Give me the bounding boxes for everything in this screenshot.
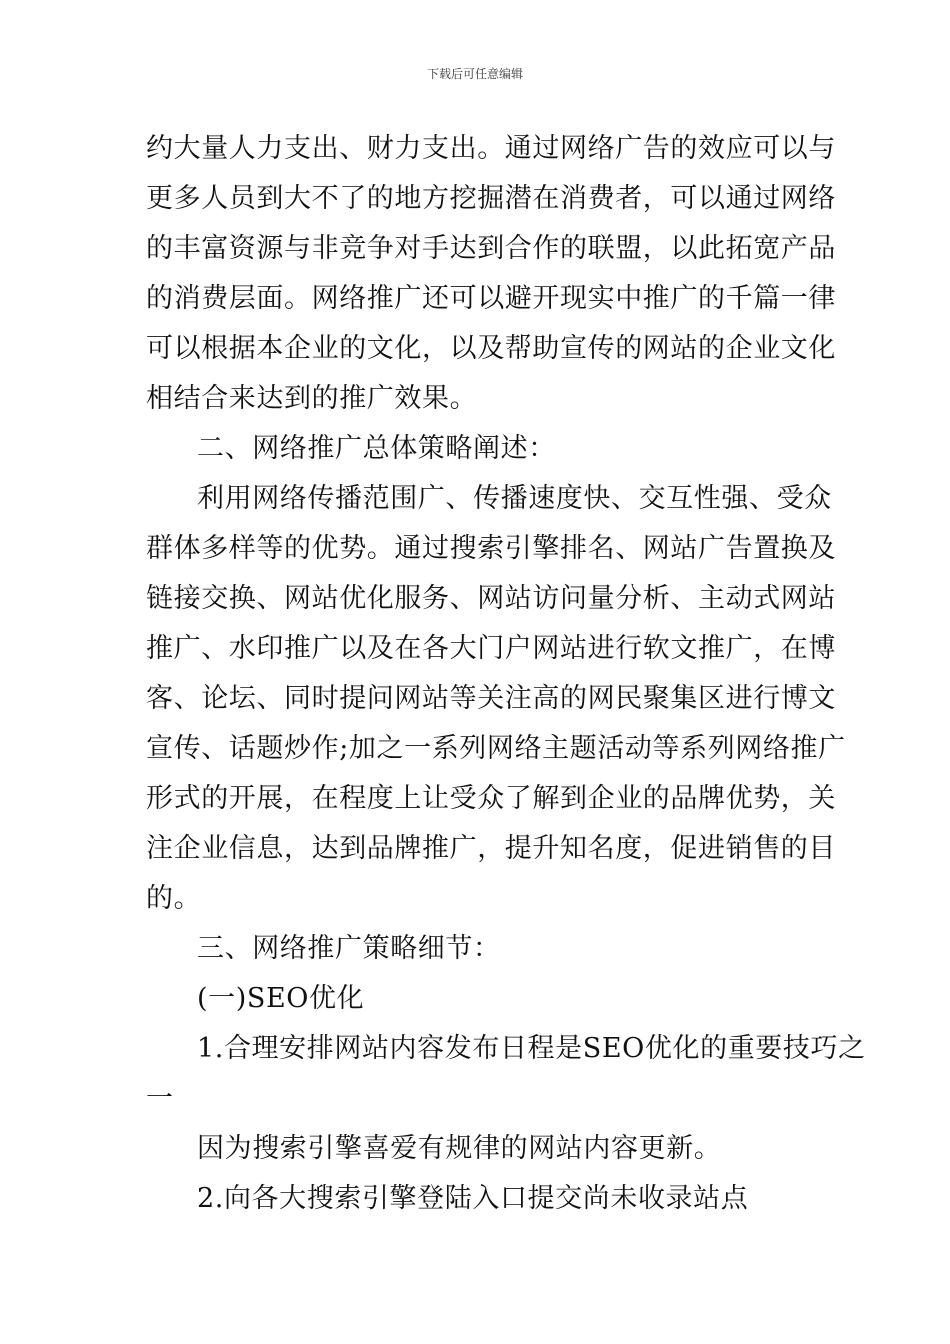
list-item-note: 因为搜索引擎喜爱有规律的网站内容更新。 [197, 1133, 722, 1164]
paragraph-line: 群体多样等的优势。通过搜索引擎排名、网站广告置换及 [146, 533, 836, 564]
paragraph-line: 的。 [146, 883, 202, 914]
paragraph-line: 推广、水印推广以及在各大门户网站进行软文推广，在博 [146, 633, 836, 664]
list-item-continuation: 一 [146, 1083, 174, 1114]
subsection-heading: (一)SEO优化 [197, 983, 365, 1014]
paragraph-line: 形式的开展，在程度上让受众了解到企业的品牌优势，关 [146, 783, 836, 814]
paragraph-line: 约大量人力支出、财力支出。通过网络广告的效应可以与 [146, 133, 836, 164]
list-item: 1.合理安排网站内容发布日程是SEO优化的重要技巧之 [197, 1033, 866, 1064]
paragraph-line: 宣传、话题炒作;加之一系列网络主题活动等系列网络推广 [146, 733, 846, 764]
list-item: 2.向各大搜索引擎登陆入口提交尚未收录站点 [197, 1183, 749, 1214]
paragraph-line: 注企业信息，达到品牌推广，提升知名度，促进销售的目 [146, 833, 836, 864]
paragraph-line: 相结合来达到的推广效果。 [146, 383, 478, 414]
page-header-note: 下载后可任意编辑 [426, 67, 523, 81]
paragraph-line: 可以根据本企业的文化，以及帮助宣传的网站的企业文化 [146, 333, 836, 364]
paragraph-line: 的丰富资源与非竞争对手达到合作的联盟，以此拓宽产品 [146, 233, 836, 264]
section-heading: 二、网络推广总体策略阐述： [197, 433, 556, 464]
paragraph-line: 客、论坛、同时提问网站等关注高的网民聚集区进行博文 [146, 683, 836, 714]
paragraph-line: 利用网络传播范围广、传播速度快、交互性强、受众 [197, 483, 832, 514]
paragraph-line: 更多人员到大不了的地方挖掘潜在消费者，可以通过网络 [146, 183, 836, 214]
paragraph-line: 的消费层面。网络推广还可以避开现实中推广的千篇一律 [146, 283, 836, 314]
paragraph-line: 链接交换、网站优化服务、网站访问量分析、主动式网站 [146, 583, 836, 614]
section-heading: 三、网络推广策略细节： [197, 933, 501, 964]
